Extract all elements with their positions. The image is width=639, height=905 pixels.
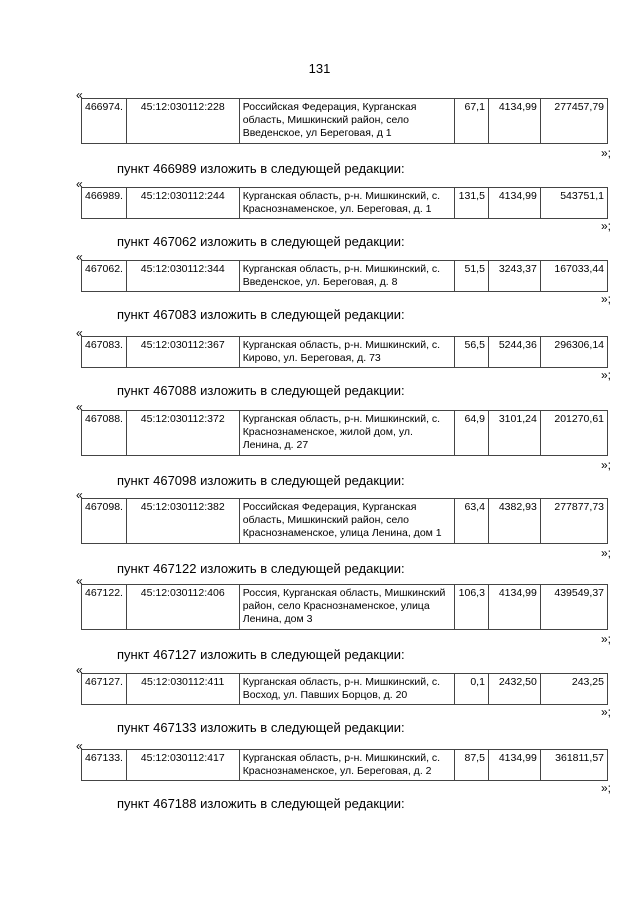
address-cell: Российская Федерация, Курганская область, Мишкинский район, село Введенское, ул Береговая, д 1 (239, 99, 455, 144)
instruction-text: пункт 467098 изложить в следующей редакции: (117, 473, 405, 488)
record-table (81, 336, 608, 368)
table-row (82, 750, 608, 781)
address-cell: Курганская область, р-н. Мишкинский, с. Краснознаменское, ул. Береговая, д. 1 (239, 188, 455, 219)
row-number-cell: 467127. (82, 674, 127, 705)
instruction-text: пункт 466989 изложить в следующей редакции: (117, 161, 405, 176)
total-cell: 439549,37 (540, 585, 607, 630)
row-number-cell: 467122. (82, 585, 127, 630)
instruction-text: пункт 467133 изложить в следующей редакции: (117, 720, 405, 735)
close-quote: »; (600, 292, 611, 306)
cadastral-number-cell: 45:12:030112:228 (126, 99, 239, 144)
record-table (81, 260, 608, 292)
record-table (81, 187, 608, 219)
total-cell: 277457,79 (540, 99, 607, 144)
total-cell: 296306,14 (540, 337, 607, 368)
table-row (82, 674, 608, 705)
record-table (81, 584, 608, 630)
address-cell: Курганская область, р-н. Мишкинский, с. Краснознаменское, жилой дом, ул. Ленина, д. 27 (239, 411, 455, 456)
price-cell: 2432,50 (488, 674, 540, 705)
open-quote: « (76, 663, 83, 677)
page-number: 131 (308, 61, 331, 76)
instruction-text: пункт 467122 изложить в следующей редакции: (117, 561, 405, 576)
cadastral-number-cell: 45:12:030112:372 (126, 411, 239, 456)
cadastral-number-cell: 45:12:030112:382 (126, 499, 239, 544)
open-quote: « (76, 739, 83, 753)
area-cell: 87,5 (455, 750, 489, 781)
row-number-cell: 467133. (82, 750, 127, 781)
close-quote: »; (600, 632, 611, 646)
cadastral-number-cell: 45:12:030112:367 (126, 337, 239, 368)
instruction-text: пункт 467088 изложить в следующей редакции: (117, 383, 405, 398)
record-table (81, 498, 608, 544)
row-number-cell: 467083. (82, 337, 127, 368)
table-row (82, 99, 608, 144)
price-cell: 3243,37 (488, 261, 540, 292)
close-quote: »; (600, 546, 611, 560)
record-table (81, 410, 608, 456)
cadastral-number-cell: 45:12:030112:417 (126, 750, 239, 781)
instruction-text: пункт 467188 изложить в следующей редакции: (117, 796, 405, 811)
cadastral-number-cell: 45:12:030112:411 (126, 674, 239, 705)
area-cell: 131,5 (455, 188, 489, 219)
address-cell: Россия, Курганская область, Мишкинский район, село Краснознаменское, улица Ленина, дом 3 (239, 585, 455, 630)
instruction-text: пункт 467083 изложить в следующей редакции: (117, 307, 405, 322)
open-quote: « (76, 488, 83, 502)
close-quote: »; (600, 146, 611, 160)
cadastral-number-cell: 45:12:030112:244 (126, 188, 239, 219)
open-quote: « (76, 250, 83, 264)
table-row (82, 499, 608, 544)
table-row (82, 411, 608, 456)
price-cell: 4134,99 (488, 585, 540, 630)
price-cell: 3101,24 (488, 411, 540, 456)
area-cell: 63,4 (455, 499, 489, 544)
close-quote: »; (600, 781, 611, 795)
row-number-cell: 467098. (82, 499, 127, 544)
address-cell: Курганская область, р-н. Мишкинский, с. Кирово, ул. Береговая, д. 73 (239, 337, 455, 368)
record-table (81, 673, 608, 705)
close-quote: »; (600, 705, 611, 719)
area-cell: 64,9 (455, 411, 489, 456)
area-cell: 0,1 (455, 674, 489, 705)
address-cell: Российская Федерация, Курганская область, Мишкинский район, село Краснознаменское, улица Ленина, дом 1 (239, 499, 455, 544)
total-cell: 167033,44 (540, 261, 607, 292)
table-row (82, 188, 608, 219)
table-row (82, 585, 608, 630)
area-cell: 106,3 (455, 585, 489, 630)
total-cell: 543751,1 (540, 188, 607, 219)
open-quote: « (76, 574, 83, 588)
total-cell: 361811,57 (540, 750, 607, 781)
total-cell: 277877,73 (540, 499, 607, 544)
instruction-text: пункт 467062 изложить в следующей редакции: (117, 234, 405, 249)
instruction-text: пункт 467127 изложить в следующей редакции: (117, 647, 405, 662)
close-quote: »; (600, 219, 611, 233)
area-cell: 67,1 (455, 99, 489, 144)
open-quote: « (76, 326, 83, 340)
open-quote: « (76, 400, 83, 414)
close-quote: »; (600, 368, 611, 382)
record-table (81, 749, 608, 781)
open-quote: « (76, 177, 83, 191)
area-cell: 56,5 (455, 337, 489, 368)
total-cell: 201270,61 (540, 411, 607, 456)
cadastral-number-cell: 45:12:030112:406 (126, 585, 239, 630)
price-cell: 4134,99 (488, 99, 540, 144)
address-cell: Курганская область, р-н. Мишкинский, с. Краснознаменское, ул. Береговая, д. 2 (239, 750, 455, 781)
price-cell: 5244,36 (488, 337, 540, 368)
table-row (82, 337, 608, 368)
row-number-cell: 466989. (82, 188, 127, 219)
address-cell: Курганская область, р-н. Мишкинский, с. Введенское, ул. Береговая, д. 8 (239, 261, 455, 292)
table-row (82, 261, 608, 292)
area-cell: 51,5 (455, 261, 489, 292)
open-quote: « (76, 88, 83, 102)
price-cell: 4134,99 (488, 750, 540, 781)
total-cell: 243,25 (540, 674, 607, 705)
close-quote: »; (600, 458, 611, 472)
price-cell: 4134,99 (488, 188, 540, 219)
cadastral-number-cell: 45:12:030112:344 (126, 261, 239, 292)
row-number-cell: 467088. (82, 411, 127, 456)
address-cell: Курганская область, р-н. Мишкинский, с. Восход, ул. Павших Борцов, д. 20 (239, 674, 455, 705)
price-cell: 4382,93 (488, 499, 540, 544)
row-number-cell: 467062. (82, 261, 127, 292)
record-table (81, 98, 608, 144)
row-number-cell: 466974. (82, 99, 127, 144)
